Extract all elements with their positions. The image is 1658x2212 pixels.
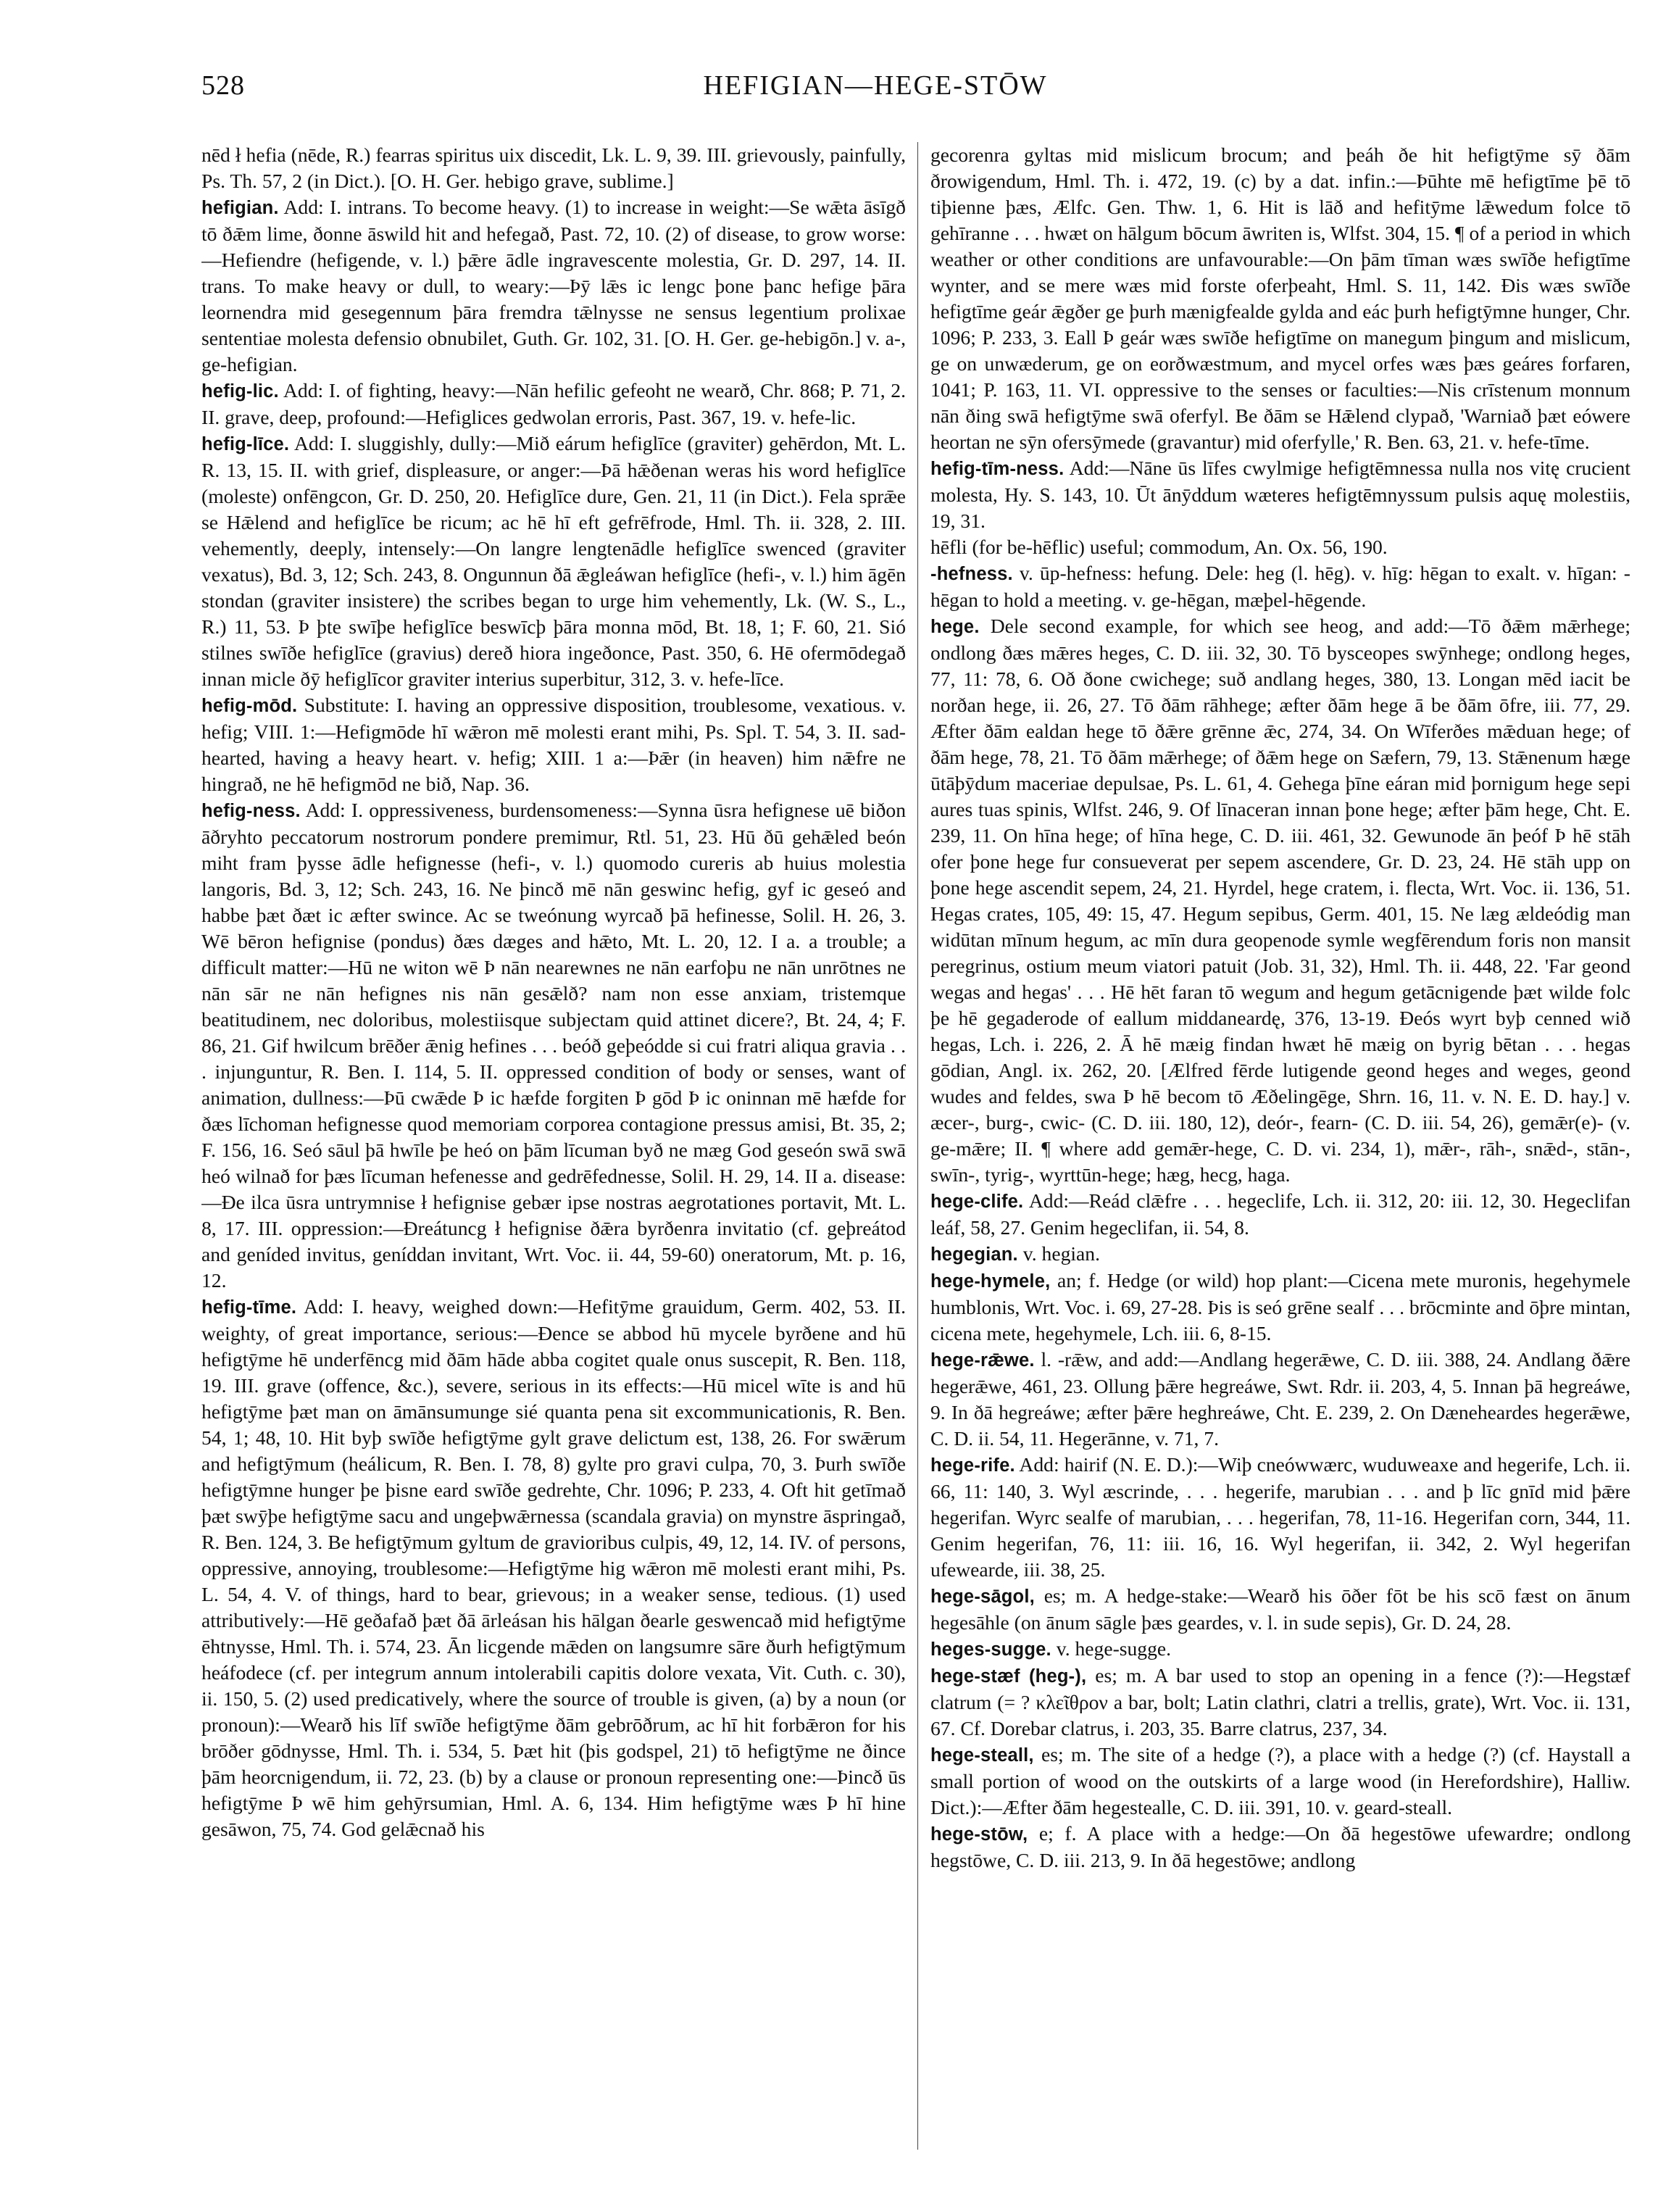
dictionary-entry — [930, 1347, 1630, 1452]
entry-headword: hefig-tīme. — [201, 1297, 297, 1318]
entry-text: Add: I. of fighting, heavy:—Nān hefilic gefeoht ne wearð, Chr. 868; P. 71, 2. II. grave, deep, profound:—Hefiglices gedwolan erroris, Past. 367, 19. v. hefe-lic. — [201, 379, 906, 428]
entry-text: Dele second example, for which see heog, and add:—Tō ðǣm mǣrhege; ondlong ðæs mǣres heges, C. D. iii. 32, 30. Tō bysceopes swȳnhege; ondlong heges, 77, 11: 78, 6. Oð ðone cwichege; suð andlang heges, 380, 13. Longan mēd iacit be norðan hege, ii. 26, 27. Tō ðām rāhhege; æfter ðām hege ā be ðām ōfre, iii. 77, 29. Æfter ðām ealdan hege tō ðǣre grēnne ǣc, 274, 34. On Wīferðes mǣduan hege; of ðām hege, 78, 21. Tō ðām mǣrhege; of ðǣm hege on Sæfern, 79, 13. Stǣnenum hæge ūtāþȳdum maceriae depulsae, Ps. L. 61, 4. Gehega þīne eáran mid þornigum hege sepi aures tuas spinis, Wlfst. 246, 9. Of līnaceran innan þone hege; æfter þām hege, Cht. E. 239, 11. On hīna hege; of hīna hege, C. D. iii. 461, 32. Gewunode ān þeóf Þ hē stāh ofer þone hege fur consueverat per sepem ascendere, Gr. D. 23, 24. Hē stāh upp on þone hege ascendit sepem, 24, 21. Hyrdel, hege cratem, i. flecta, Wrt. Voc. ii. 136, 51. Hegas crates, 105, 49: 15, 47. Hegum sepibus, Germ. 401, 15. Ne læg ældeódig man widūtan mīnum hegum, ac mīn dura geopenode symle wegfērendum foris non mansit peregrinus, ostium meum viatori patuit (Job. 31, 32), Hml. Th. ii. 448, 22. 'Far geond wegas and hegas' . . . Hē hēt faran tō wegum and hegum getācnigende þæt wilde folc þe hē gegaderode of eallum middaneardę, 376, 13-19. Ðeós wyrt byþ cenned wið hegas, Lch. i. 226, 2. Ā hē mæig findan hwæt hē mæig on byrig bētan . . . hegas gōdian, Angl. ix. 262, 20. [Ælfred fērde lutigende geond heges and weges, geond wudes and feldes, swa Þ hē becom tō Æðelingēge, Shrn. 16, 11. v. N. E. D. hay.] v. æcer-, burg-, cwic- (C. D. iii. 180, 12), deór-, fearn- (C. D. iii. 54, 26), gemǣr(e)- (v. ge-mǣre; II. ¶ where add gemǣr-hege, C. D. vi. 234, 1), mǣr-, rāh-, snǣd-, stān-, swīn-, tyrig-, wyrttūn-hege; hæg, hecg, haga. — [930, 615, 1630, 1186]
dictionary-entry — [201, 378, 906, 431]
dictionary-entry — [930, 1663, 1630, 1742]
entry-headword: hege-rife. — [930, 1455, 1015, 1476]
entry-text: v. hege-sugge. — [1056, 1637, 1172, 1660]
entry-text: es; m. A hedge-stake:—Wearð his ōðer fōt be his scō fæst on ānum hegesāhle (on ānum sāgle þæs geardes, v. l. in sude sepis), Gr. D. 24, 28. — [930, 1584, 1630, 1634]
entry-text: l. -rǣw, and add:—Andlang hegerǣwe, C. D. iii. 388, 24. Andlang ðǣre hegerǣwe, 461, 23. Ollung þǣre hegreáwe, Swt. Rdr. ii. 203, 4, 5. Innan þā hegreáwe, 9. In ðā hegreáwe; æfter þǣre heghreáwe, Cht. E. 239, 2. On Dæneheardes hegerǣwe, C. D. ii. 54, 11. Hegerānne, v. 71, 7. — [930, 1348, 1630, 1450]
entry-text: e; f. A place with a hedge:—On ðā hegestōwe ufewardre; ondlong hegstōwe, C. D. iii. 213, 9. In ðā hegestōwe; andlong — [930, 1822, 1630, 1871]
entry-headword: hefig-ness. — [201, 801, 301, 821]
dictionary-entry — [930, 534, 1630, 560]
entry-headword: heges-sugge. — [930, 1639, 1051, 1660]
page-header — [201, 70, 1549, 106]
entry-headword: hege-stæf (heg-), — [930, 1666, 1087, 1687]
dictionary-entry — [930, 1742, 1630, 1821]
dictionary-entry — [201, 142, 906, 194]
entry-text: Substitute: I. having an oppressive disposition, troublesome, vexatious. v. hefig; VIII. 1:—Hefigmōde hī wǣron mē molesti erant mihi, Ps. Spl. T. 54, 3. II. sad-hearted, having a heavy heart. v. hefig; XIII. 1 a:—Þǣr (in heaven) him nǣfre ne hingrað, ne hē hefigmōd ne bið, Nap. 36. — [201, 694, 906, 795]
dictionary-entry — [930, 1452, 1630, 1583]
dictionary-entry — [930, 1188, 1630, 1241]
entry-text: Add: I. intrans. To become heavy. (1) to increase in weight:—Se wǣta āsīgð tō ðǣm lime, ðonne āswild hit and hefegað, Past. 72, 10. (2) of disease, to grow worse:—Hefiendre (hefigende, v. l.) þǣre ādle ingravescente molestia, Gr. D. 297, 14. II. trans. To make heavy or dull, to weary:—Þȳ lǣs ic lengc þone þanc hefige þāra leornendra mid gesegennum þāra fremdra tǣlnysse ne sensus legentium prolixae sententiae molesta defensio obnubilet, Guth. Gr. 102, 31. [O. H. Ger. ge-hebigōn.] v. a-, ge-hefigian. — [201, 196, 906, 375]
dictionary-entry — [201, 431, 906, 692]
entry-text: hēfli (for be-hēflic) useful; commodum, An. Ox. 56, 190. — [930, 536, 1388, 558]
entry-text: es; m. The site of a hedge (?), a place with a hedge (?) (cf. Haystall a small portion of wood on the outskirts of a large wood (in Herefordshire), Halliw. Dict.):—Æfter ðām hegestealle, C. D. iii. 391, 10. v. geard-steall. — [930, 1743, 1630, 1818]
dictionary-entry — [201, 797, 906, 1294]
entry-text: es; m. A bar used to stop an opening in a fence (?):—Hegstæf clatrum (= ? κλεῖθρον a bar, bolt; Latin clathri, clatri a trellis, grate), Wrt. Voc. ii. 131, 67. Cf. Dorebar clatrus, i. 203, 35. Barre clatrus, 237, 34. — [930, 1664, 1630, 1739]
entry-headword: hege-stōw, — [930, 1824, 1028, 1845]
dictionary-entry — [930, 142, 1630, 455]
dictionary-entry — [930, 1583, 1630, 1636]
entry-headword: hefigian. — [201, 198, 279, 218]
entry-headword: hege-rǣwe. — [930, 1350, 1035, 1371]
dictionary-entry — [930, 1821, 1630, 1874]
entry-text: nēd ł hefia (nēde, R.) fearras spiritus uix discedit, Lk. L. 9, 39. III. grievously, painfully, Ps. Th. 57, 2 (in Dict.). [O. H. Ger. hebigo grave, sublime.] — [201, 144, 906, 192]
entry-headword: hege-steall, — [930, 1745, 1034, 1766]
dictionary-entry — [930, 560, 1630, 613]
entry-text: Add:—Nāne ūs līfes cwylmige hefigtēmnessa nulla nos vitę crucient molesta, Hy. S. 143, 10. Ūt ānȳddum wæteres hefigtēmnyssum pulsis aquę molestiis, 19, 31. — [930, 457, 1630, 532]
entry-text: an; f. Hedge (or wild) hop plant:—Cicena mete muronis, hegehymele humblonis, Wrt. Voc. i. 69, 27-28. Þis is seó grēne sealf . . . brōcminte and ōþre mintan, cicena mete, hegehymele, Lch. iii. 6, 8-15. — [930, 1269, 1630, 1344]
entry-headword: hefig-tīm-ness. — [930, 459, 1065, 479]
left-column — [201, 142, 906, 2150]
dictionary-entry — [930, 455, 1630, 534]
dictionary-entry — [930, 1636, 1630, 1663]
entry-headword: hege. — [930, 617, 980, 637]
running-head: HEFIGIAN—HEGE-STŌW — [703, 70, 1048, 101]
entry-text: Add: I. oppressiveness, burdensomeness:—Synna ūsra hefignese uē biðon āðryhto peccatorum nostrorum pondere premimur, Rtl. 51, 23. Hū ðū gehǣled beón miht fram þysse ādle hefignesse (hefi-, v. l.) quomodo cureris ab huius molestia langoris, Bd. 3, 12; Sch. 243, 16. Ne þincð mē nān geswinc hefig, gyf ic geseó and habbe þæt ðæt ic æfter swince. Ac se tweónung wyrcað þā hefinesse, Solil. H. 26, 3. Wē bēron hefignise (pondus) ðæs dæges and hǣto, Mt. L. 20, 12. I a. a trouble; a difficult matter:—Hū ne witon wē Þ nān nearewnes ne nān earfoþu ne nān unrōtnes ne nān sār ne nān hefignes nis nān gesǣlð? nam non esse anxiam, tristemque beatitudinem, nec doloribus, molestiisque subjectam quid attinet dicere?, Bt. 24, 4; F. 86, 21. Gif hwilcum brēðer ǣnig hefines . . . beóð geþeódde si cui fratri aliqua gravia . . . injunguntur, R. Ben. I. 114, 5. II. oppressed condition of body or senses, want of animation, dullness:—Þū cwǣde Þ ic hæfde forgiten Þ gōd Þ ic oninnan mē hæfde for ðæs līchoman hefignesse quod memoriam corporea contagione pressus amisi, Bt. 35, 2; F. 156, 16. Seó sāul þā hwīle þe heó on þām līcuman byð ne mæg God geseón swā swā heó wilnað for þæs līcuman hefenesse and gedrēfednesse, Solil. H. 29, 14. II a. disease:—Ðe ilca ūsra untrymnise ł hefignise gebær ipse nostras aegrotationes portavit, Mt. L. 8, 17. III. oppression:—Ðreátuncg ł hefignise ðǣra byrðenra invitatio (cf. geþreátod and geníded invitus, geníddan invitant, Wrt. Voc. ii. 44, 59-60) oneratorum, Mt. p. 16, 12. — [201, 799, 906, 1292]
entry-headword: hege-sāgol, — [930, 1587, 1035, 1607]
entry-headword: hege-clife. — [930, 1192, 1024, 1212]
entry-headword: hege-hymele, — [930, 1271, 1051, 1292]
dictionary-entry — [201, 1294, 906, 1842]
entry-headword: hefig-līce. — [201, 434, 290, 454]
entry-headword: hefig-mōd. — [201, 696, 298, 716]
dictionary-entry — [930, 613, 1630, 1188]
entry-text: Add: hairif (N. E. D.):—Wiþ cneówwærc, wuduweaxe and hegerife, Lch. ii. 66, 11: 140, 3. Wyl æscrinde, . . . hegerife, marubian . . . and þ līc gnīd mid þǣre hegerifan. Wyrc sealfe of marubian, . . . hegerifan, 78, 11-16. Hegerifan corn, 344, 11. Genim hegerifan, 76, 11: iii. 16, 16. Wyl hegerifan, ii. 342, 2. Wyl hegerifan ufewearde, iii. 38, 25. — [930, 1453, 1630, 1581]
entry-text: v. ūp-hefness: hefung. Dele: heg (l. hēg). v. hīg: hēgan to exalt. v. hīgan: -hēgan to hold a meeting. v. ge-hēgan, mæþel-hēgende. — [930, 562, 1630, 611]
entry-text: Add:—Reád clǣfre . . . hegeclife, Lch. ii. 312, 20: iii. 12, 30. Hegeclifan leáf, 58, 27. Genim hegeclifan, ii. 54, 8. — [930, 1189, 1630, 1239]
right-column — [930, 142, 1630, 2150]
dictionary-entry — [930, 1268, 1630, 1347]
entry-headword: hegegian. — [930, 1244, 1018, 1265]
dictionary-entry — [930, 1241, 1630, 1268]
entry-headword: hefig-lic. — [201, 381, 279, 402]
entry-headword: -hefness. — [930, 564, 1013, 584]
dictionary-entry — [201, 194, 906, 378]
column-divider — [917, 142, 918, 2150]
entry-text: v. hegian. — [1022, 1242, 1100, 1265]
entry-text: gecorenra gyltas mid mislicum brocum; and þeáh ðe hit hefigtȳme sȳ ðām ðrowigendum, Hml. Th. i. 472, 19. (c) by a dat. infin.:—Þūhte mē hefigtīme þē tō tiþienne þæs, Ælfc. Gen. Thw. 1, 6. Hit is lāð and hefitȳme lǣwedum folce tō gehīranne . . . hwæt on hālgum bōcum āwriten is, Wlfst. 304, 15. ¶ of a period in which weather or other conditions are unfavourable:—On þām tīman wæs swīðe hefigtīme wynter, and se mere wæs mid forste oferþeaht, Hml. S. 11, 142. Ðis wæs swīðe hefigtīme geár ǣgðer ge þurh mænigfealde gylda and eác þurh hefigtȳmne hunger, Chr. 1096; P. 233, 3. Eall Þ geár wæs swīðe hefigtīme on manegum þingum and mislicum, ge on unwæderum, ge on eorðwæstmum, and mycel orfes wæs þæs geáres forfaren, 1041; P. 163, 11. VI. oppressive to the senses or faculties:—Nis crīstenum monnum nān ðing swā hefigtȳme swā oferfyl. Be ðām se Hǣlend clypað, 'Warniað þæt eówere heortan ne sȳn ofersȳmede (gravantur) mid oferfylle,' R. Ben. 63, 21. v. hefe-tīme. — [930, 144, 1630, 453]
entry-text: Add: I. heavy, weighed down:—Hefitȳme grauidum, Germ. 402, 53. II. weighty, of great importance, serious:—Ðence se abbod hū mycele byrðene and hū hefigtȳme hē underfēncg mid ðām hāde abba cogitet quale onus suscepit, R. Ben. 118, 19. III. grave (offence, &c.), severe, serious in its effects:—Hū micel wīte is and hū hefigtȳme þæt man on āmānsumunge sié quanta pena sit excommunicationis, R. Ben. 54, 1; 48, 10. Hit byþ swīðe hefigtȳme gylt grave delictum est, 138, 26. For swǣrum and hefigtȳmum (heálicum, R. Ben. I. 78, 8) gylte pro gravi culpa, 70, 3. Þurh swīðe hefigtȳmne hunger þe þisne eard swīðe gedrehte, Chr. 1096; P. 233, 4. Oft hit getīmað þæt swȳþe hefigtȳme sacu and ungeþwǣrnessa (scandala gravia) on mynstre āspringað, R. Ben. 124, 3. Be hefigtȳmum gyltum de gravioribus culpis, 49, 12, 14. IV. of persons, oppressive, annoying, troublesome:—Hefigtȳme hig wǣron mē molesti erant mihi, Ps. L. 54, 4. V. of things, hard to bear, grievous; in a weaker sense, tedious. (1) used attributively:—Hē geðafað þæt ðā ārleásan his hālgan ðearle geswencað mid hefigtȳme ēhtnysse, Hml. Th. i. 574, 23. Ān licgende mǣden on langsumre sāre ðurh hefigtȳmum heáfodece (cf. per integrum annum intolerabili capitis dolore vexata, Vit. Cuth. c. 30), ii. 150, 5. (2) used predicatively, where the source of trouble is given, (a) by a noun (or pronoun):—Wearð his līf swīðe hefigtȳme ðām gebrōðrum, ac hī hit forbǣron for his brōðer gōdnysse, Hml. Th. i. 534, 5. Þæt hit (þis godspel, 21) tō hefigtȳme ne ðince þām heorcnigendum, ii. 72, 23. (b) by a clause or pronoun representing one:—Þincð ūs hefigtȳme Þ wē him gehȳrsumian, Hml. A. 6, 134. Him hefigtȳme wæs Þ hī hine gesāwon, 75, 74. God gelǣcnað his — [201, 1295, 906, 1840]
entry-text: Add: I. sluggishly, dully:—Mið eárum hefiglīce (graviter) gehērdon, Mt. L. R. 13, 15. II. with grief, displeasure, or anger:—Þā hǣðenan weras his word hefiglīce (moleste) onfēngcon, Gr. D. 250, 20. Hefiglīce dure, Gen. 21, 11 (in Dict.). Fela sprǣe se Hǣlend and hefiglīce be ricum; ac hē hī eft gefrēfrode, Hml. Th. ii. 328, 2. III. vehemently, deeply, intensely:—On langre lengtenādle hefiglīce swenced (graviter vexatus), Bd. 3, 12; Sch. 243, 8. Ongunnun ðā ǣgleáwan hefiglīce (hefi-, v. l.) him āgēn stondan (graviter insistere) the scribes began to urge him vehemently, Lk. (W. S., L., R.) 11, 53. Þ þte swīþe hefiglīce beswīcþ þāra monna mōd, Bt. 18, 1; F. 60, 21. Sió stilnes swīðe hefiglīce (gravius) dereð hiora ingeðonce, Past. 350, 6. Hē ofermōdegað innan micle ðȳ hefiglīcor graviter interius superbitur, 312, 3. v. hefe-līce. — [201, 432, 906, 690]
dictionary-entry — [201, 692, 906, 797]
page-number: 528 — [201, 70, 245, 101]
